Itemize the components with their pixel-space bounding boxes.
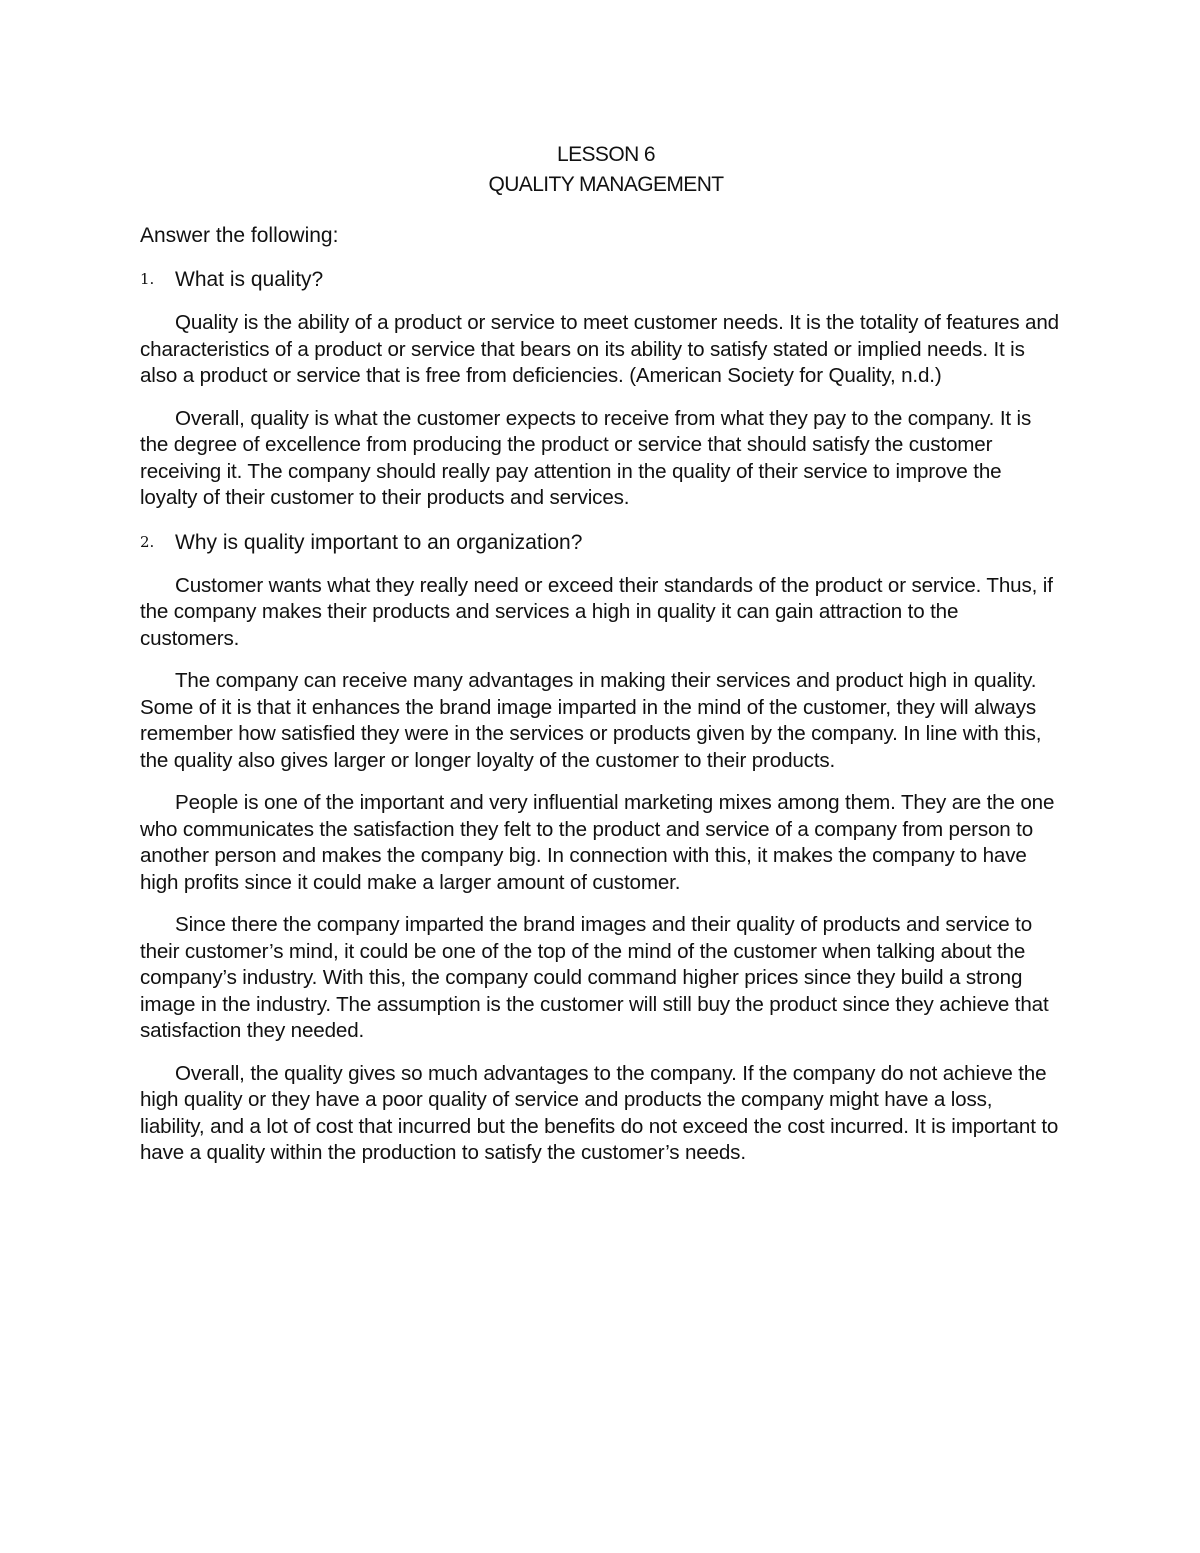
answer-paragraph: Overall, the quality gives so much advantages to the company. If the company do not achieve the high quality or they have a poor quality of service and products the company might have a loss, liability, and a lot of cost that incurred but the benefits do not exceed the cost incurred. It is important to have a quality within the production to satisfy the customer’s needs. <box>140 1061 1059 1164</box>
instruction-text: Answer the following: <box>140 224 339 247</box>
question-number: 2. <box>140 532 155 551</box>
answer-paragraph: Overall, quality is what the customer expects to receive from what they pay to the company. It is the degree of excellence from producing the product or service that should satisfy the customer receiving it. The company should really pay attention in the quality of their service to improve the loyalty of their customer to their products and services. <box>140 406 1032 509</box>
answer-paragraph: Since there the company imparted the brand images and their quality of products and service to their customer’s mind, it could be one of the top of the mind of the customer when talking about the company’s industry. With this, the company could command higher prices since they build a strong image in the industry. The assumption is the customer will still buy the product since they achieve that satisfaction they needed. <box>140 913 1049 1042</box>
question-text: What is quality? <box>175 268 324 291</box>
answer-paragraph: People is one of the important and very influential marketing mixes among them. They are the one who communicates the satisfaction they felt to the product and service of a company from person to another person and makes the company big. In connection with this, it makes the company to have high profits since it could make a larger amount of customer. <box>140 791 1055 894</box>
question-number: 1. <box>140 270 155 288</box>
lesson-number: LESSON 6 <box>557 143 655 166</box>
answer-paragraph: The company can receive many advantages in making their services and product high in quality. Some of it is that it enhances the brand image imparted in the mind of the customer, they will always remember how satisfied they were in the services or products given by the company. In line with this, the quality also gives larger or longer loyalty of the customer to their products. <box>140 669 1042 772</box>
answer-paragraph: Quality is the ability of a product or service to meet customer needs. It is the totality of features and characteristics of a product or service that bears on its ability to satisfy stated or implied needs. It is also a product or service that is free from deficiencies. (American Society for Quality, n.d.) <box>140 311 1059 387</box>
question-1 <box>140 266 1060 293</box>
question-text: Why is quality important to an organization? <box>175 530 583 554</box>
question-2 <box>140 529 1060 556</box>
answer-paragraph: Customer wants what they really need or exceed their standards of the product or service. Thus, if the company makes their products and services a high in quality it can gain attraction to the customers. <box>140 573 1053 650</box>
lesson-title: QUALITY MANAGEMENT <box>488 173 724 196</box>
document-page <box>140 140 1060 1167</box>
